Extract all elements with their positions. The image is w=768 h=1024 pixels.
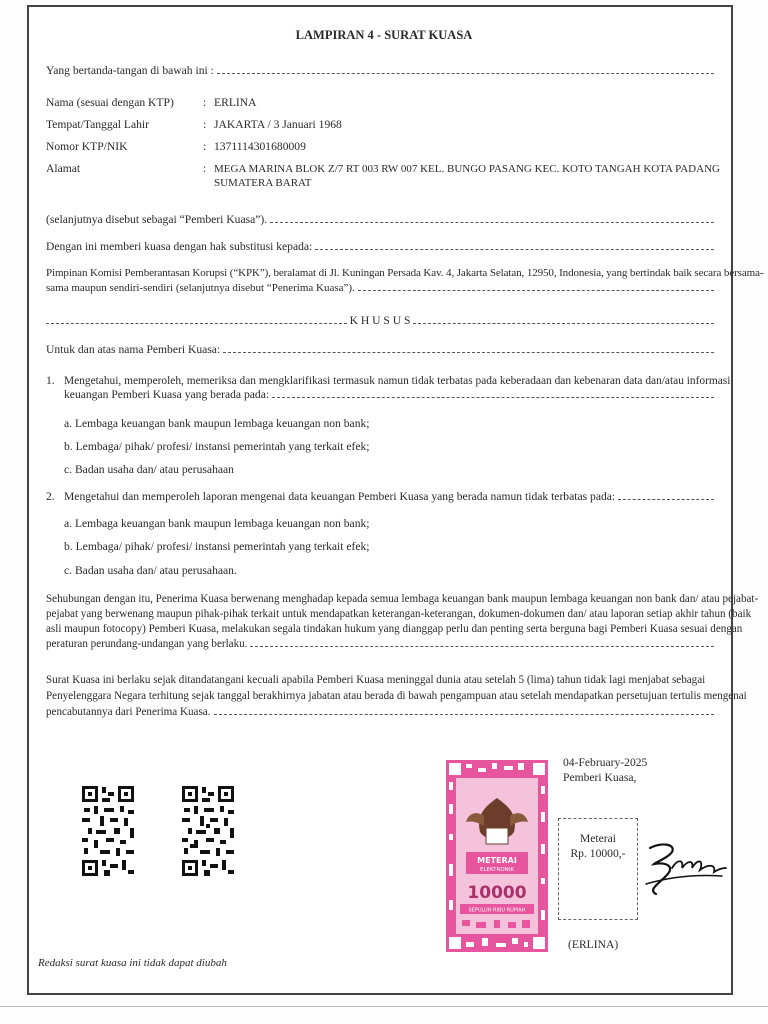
id-value-nik: 1371114301680009 bbox=[214, 140, 306, 153]
id-label-birth: Tempat/Tanggal Lahir bbox=[46, 118, 150, 131]
qr-code-2-icon bbox=[180, 784, 236, 878]
intro-text: Yang bertanda-tangan di bawah ini : bbox=[46, 64, 214, 77]
item-1-sub-b: b. Lembaga/ pihak/ profesi/ instansi pemerintah yang terkait efek; bbox=[64, 440, 370, 453]
receiver-line-2: sama maupun sendiri-sendiri (selanjutnya disebut “Penerima Kuasa”). bbox=[46, 282, 355, 294]
item-2-sub-a: a. Lembaga keuangan bank maupun lembaga keuangan non bank; bbox=[64, 517, 370, 530]
substitution-text: Dengan ini memberi kuasa dengan hak substitusi kepada: bbox=[46, 240, 313, 253]
item-2-sub-b: b. Lembaga/ pihak/ profesi/ instansi pemerintah yang terkait efek; bbox=[64, 540, 370, 553]
qr-code-1-icon bbox=[80, 784, 136, 878]
sign-date: 04-February-2025 bbox=[563, 756, 648, 769]
para-2-line-2: Penyelenggara Negara terhitung sejak tanggal berakhirnya jabatan atau berada di bawah pengampuan atau setelah mendapatkan persetujuan tertulis mengenai bbox=[46, 690, 747, 702]
item-2-line-1-wrap bbox=[64, 490, 714, 504]
para-1-line-4: peraturan perundang-undangan yang berlaku. bbox=[46, 638, 248, 650]
item-1-sub-c: c. Badan usaha dan/ atau perusahaan bbox=[64, 463, 234, 476]
khusus-line bbox=[46, 314, 714, 328]
stamp-sub-text: ELEKTRONIK bbox=[479, 867, 515, 873]
id-value-name: ERLINA bbox=[214, 96, 257, 109]
id-colon-address: : bbox=[203, 162, 207, 175]
grantor-note-line bbox=[46, 213, 714, 227]
bottom-divider bbox=[0, 1006, 768, 1007]
item-1-line-2: keuangan Pemberi Kuasa yang berada pada: bbox=[64, 388, 270, 401]
para-1-line-3: asli maupun fotocopy) Pemberi Kuasa, melakukan segala tindakan hukum yang dianggap perlu dan penting serta berguna bagi Pemberi Kuasa sesuai dengan bbox=[46, 623, 743, 635]
meterai-label: Meterai bbox=[579, 832, 617, 845]
item-1-line-1: Mengetahui, memperoleh, memeriksa dan mengklarifikasi termasuk namun tidak terbatas pada keberadaan dan kebenaran data dan/atau informasi bbox=[64, 375, 731, 387]
receiver-line-2-wrap bbox=[46, 281, 714, 295]
item-1-number: 1. bbox=[46, 374, 55, 387]
id-label-address: Alamat bbox=[46, 162, 81, 175]
item-1-line-2-wrap bbox=[64, 388, 714, 402]
khusus-heading: K H U S U S bbox=[349, 314, 411, 327]
para-1-line-4-wrap bbox=[46, 637, 714, 651]
signer-name: (ERLINA) bbox=[568, 938, 619, 951]
item-2-line-1: Mengetahui dan memperoleh laporan mengenai data keuangan Pemberi Kuasa yang berada namun tidak terbatas pada: bbox=[64, 490, 616, 503]
stamp-words-text: SEPULUH RIBU RUPIAH bbox=[468, 907, 526, 914]
para-1-line-2: pejabat yang berwenang maupun pihak-pihak terkait untuk mendapatkan keterangan-keterangan, dokumen-dokumen dan/ atau laporan setiap akhir tahun (baik bbox=[46, 608, 752, 620]
receiver-line-1: Pimpinan Komisi Pemberantasan Korupsi (“KPK”), beralamat di Jl. Kuningan Persada Kav. 4, Jakarta Selatan, 12950, Indonesia, yang bertindak baik secara bersama- bbox=[46, 267, 764, 279]
stamp-top-text: METERAI bbox=[477, 856, 517, 865]
id-value-address-2: SUMATERA BARAT bbox=[214, 177, 312, 189]
e-meterai-stamp-icon bbox=[446, 760, 548, 952]
para-2-line-3-wrap bbox=[46, 705, 714, 719]
para-2-line-1: Surat Kuasa ini berlaku sejak ditandatangani kecuali apabila Pemberi Kuasa meninggal dunia atau setelah 5 (lima) tahun tidak lagi menjabat sebagai bbox=[46, 674, 706, 686]
meterai-amount: Rp. 10000,- bbox=[570, 847, 626, 860]
document-title: LAMPIRAN 4 - SURAT KUASA bbox=[295, 28, 473, 42]
para-2-line-3: pencabutannya dari Penerima Kuasa. bbox=[46, 706, 211, 718]
substitution-line bbox=[46, 240, 714, 254]
grantor-note: (selanjutnya disebut sebagai “Pemberi Kuasa”). bbox=[46, 213, 268, 226]
item-1-sub-a: a. Lembaga keuangan bank maupun lembaga keuangan non bank; bbox=[64, 417, 370, 430]
on-behalf-text: Untuk dan atas nama Pemberi Kuasa: bbox=[46, 343, 221, 356]
id-colon-birth: : bbox=[203, 118, 207, 131]
id-label-nik: Nomor KTP/NIK bbox=[46, 140, 128, 153]
id-value-birth: JAKARTA / 3 Januari 1968 bbox=[214, 118, 342, 131]
intro-line bbox=[46, 64, 714, 78]
item-2-number: 2. bbox=[46, 490, 55, 503]
id-colon-nik: : bbox=[203, 140, 207, 153]
stamp-value-text: 10000 bbox=[467, 883, 527, 903]
footer-note: Redaksi surat kuasa ini tidak dapat diubah bbox=[38, 957, 227, 969]
id-label-name: Nama (sesuai dengan KTP) bbox=[46, 96, 174, 109]
signature-icon bbox=[642, 838, 728, 900]
on-behalf-line bbox=[46, 343, 714, 357]
giver-label: Pemberi Kuasa, bbox=[563, 771, 637, 784]
item-2-sub-c: c. Badan usaha dan/ atau perusahaan. bbox=[64, 564, 237, 577]
id-value-address: MEGA MARINA BLOK Z/7 RT 003 RW 007 KEL. BUNGO PASANG KEC. KOTO TANGAH KOTA PADANG bbox=[214, 163, 720, 175]
para-1-line-1: Sehubungan dengan itu, Penerima Kuasa berwenang menghadap kepada semua lembaga keuangan bank maupun lembaga keuangan non bank dan/ atau pejabat- bbox=[46, 593, 759, 605]
id-colon-name: : bbox=[203, 96, 207, 109]
